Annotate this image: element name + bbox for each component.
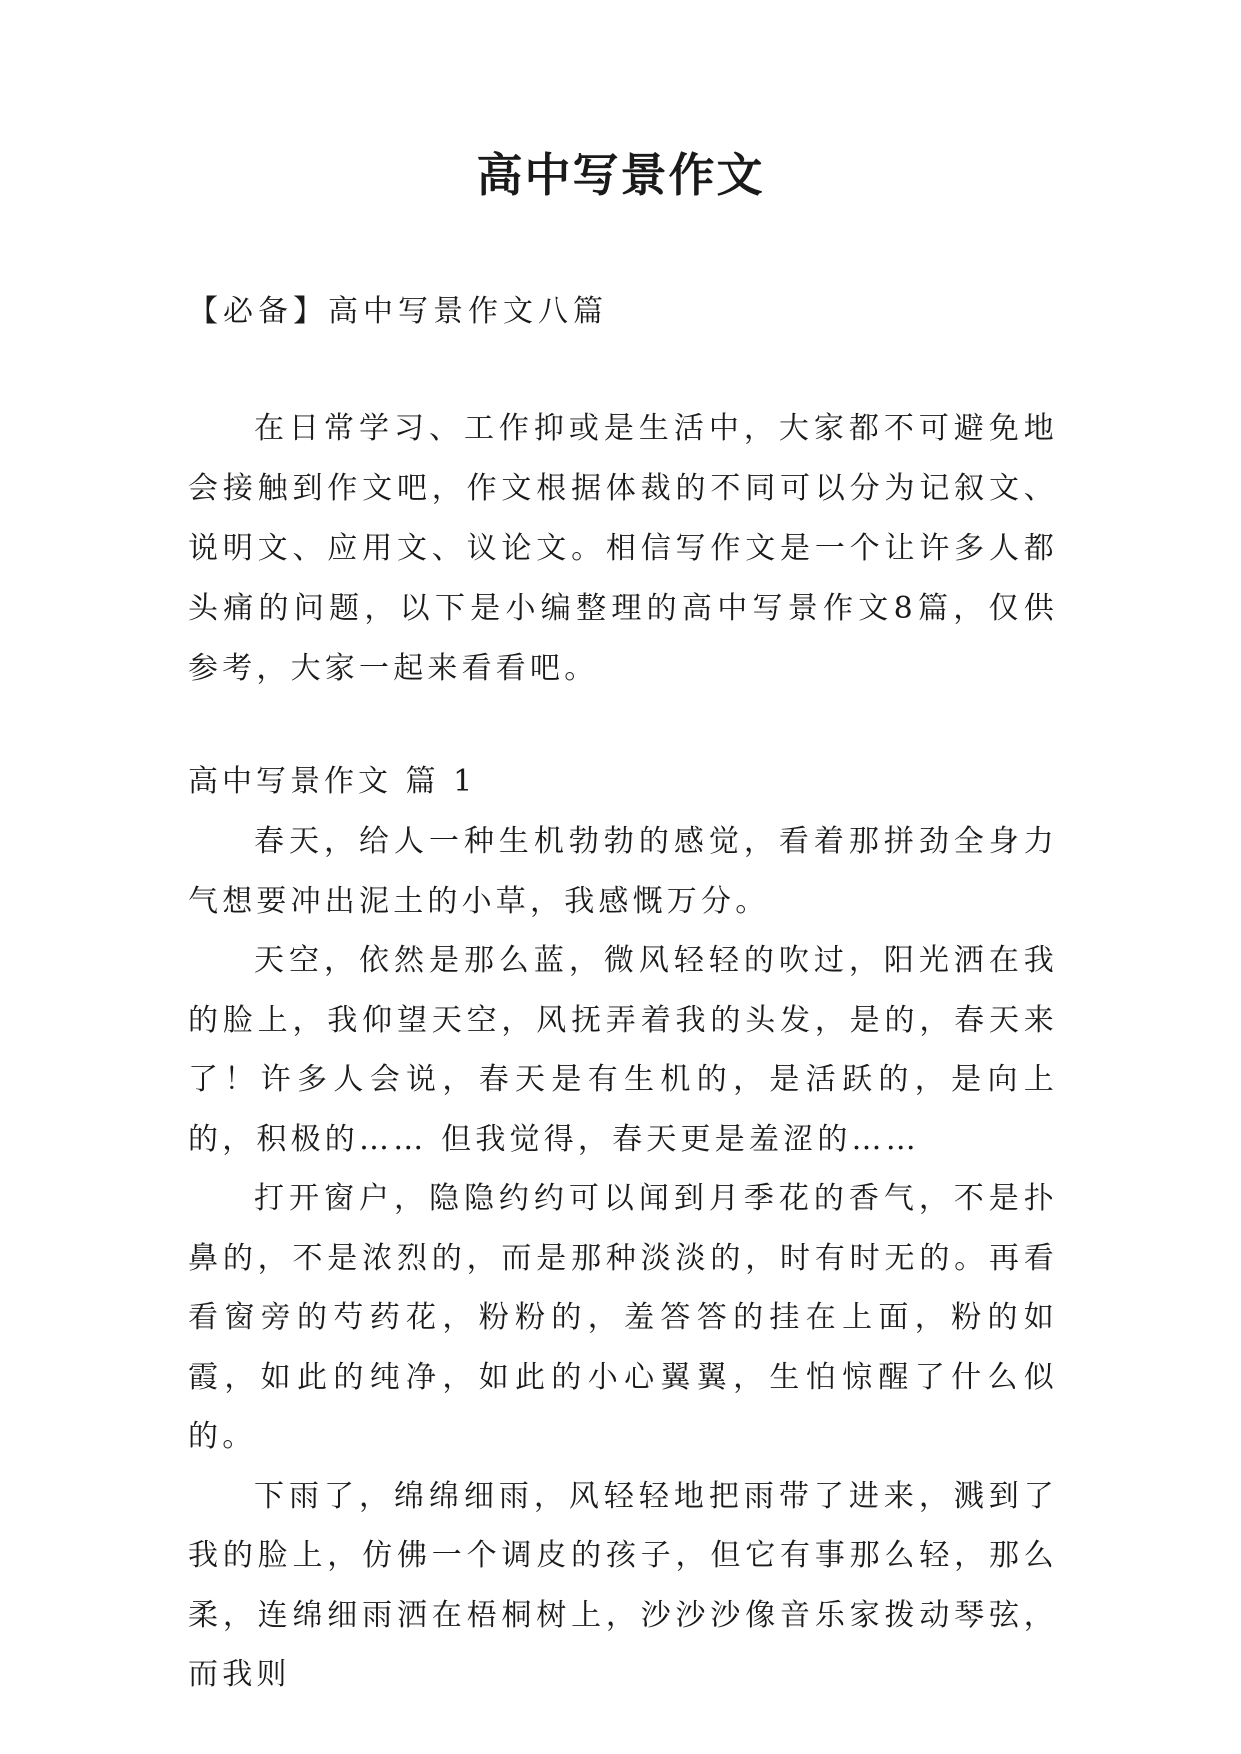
essay-paragraph: 打开窗户，隐隐约约可以闻到月季花的香气，不是扑鼻的，不是浓烈的，而是那种淡淡的，时有时无的。再看看窗旁的芍药花，粉粉的，羞答答的挂在上面，粉的如霞，如此的纯净，如此的小心翼翼，生怕惊醒了什么似的。: [188, 1181, 1058, 1454]
essay-paragraph: 下雨了，绵绵细雨，风轻轻地把雨带了进来，溅到了我的脸上，仿佛一个调皮的孩子，但它有事那么轻，那么柔，连绵细雨洒在梧桐树上，沙沙沙像音乐家拨动琴弦，而我则: [188, 1478, 1058, 1692]
essay-paragraph: 春天，给人一种生机勃勃的感觉，看着那拼劲全身力气想要冲出泥土的小草，我感慨万分。: [188, 824, 1058, 919]
intro-paragraph: 在日常学习、工作抑或是生活中，大家都不可避免地会接触到作文吧，作文根据体裁的不同可以分为记叙文、说明文、应用文、议论文。相信写作文是一个让许多人都头痛的问题，以下是小编整理的高中写景作文8篇，仅供参考，大家一起来看看吧。: [188, 411, 1058, 686]
document-subtitle: 【必备】高中写景作文八篇: [188, 294, 608, 329]
intro-section: [188, 399, 1058, 699]
essay-body: [188, 812, 1058, 1705]
document-title: 高中写景作文: [476, 148, 765, 202]
essay-paragraph: 天空，依然是那么蓝，微风轻轻的吹过，阳光洒在我的脸上，我仰望天空，风抚弄着我的头发，是的，春天来了！许多人会说，春天是有生机的，是活跃的，是向上的，积极的…… 但我觉得，春天更是羞涩的……: [188, 943, 1058, 1157]
essay-heading: 高中写景作文 篇 1: [188, 764, 477, 799]
